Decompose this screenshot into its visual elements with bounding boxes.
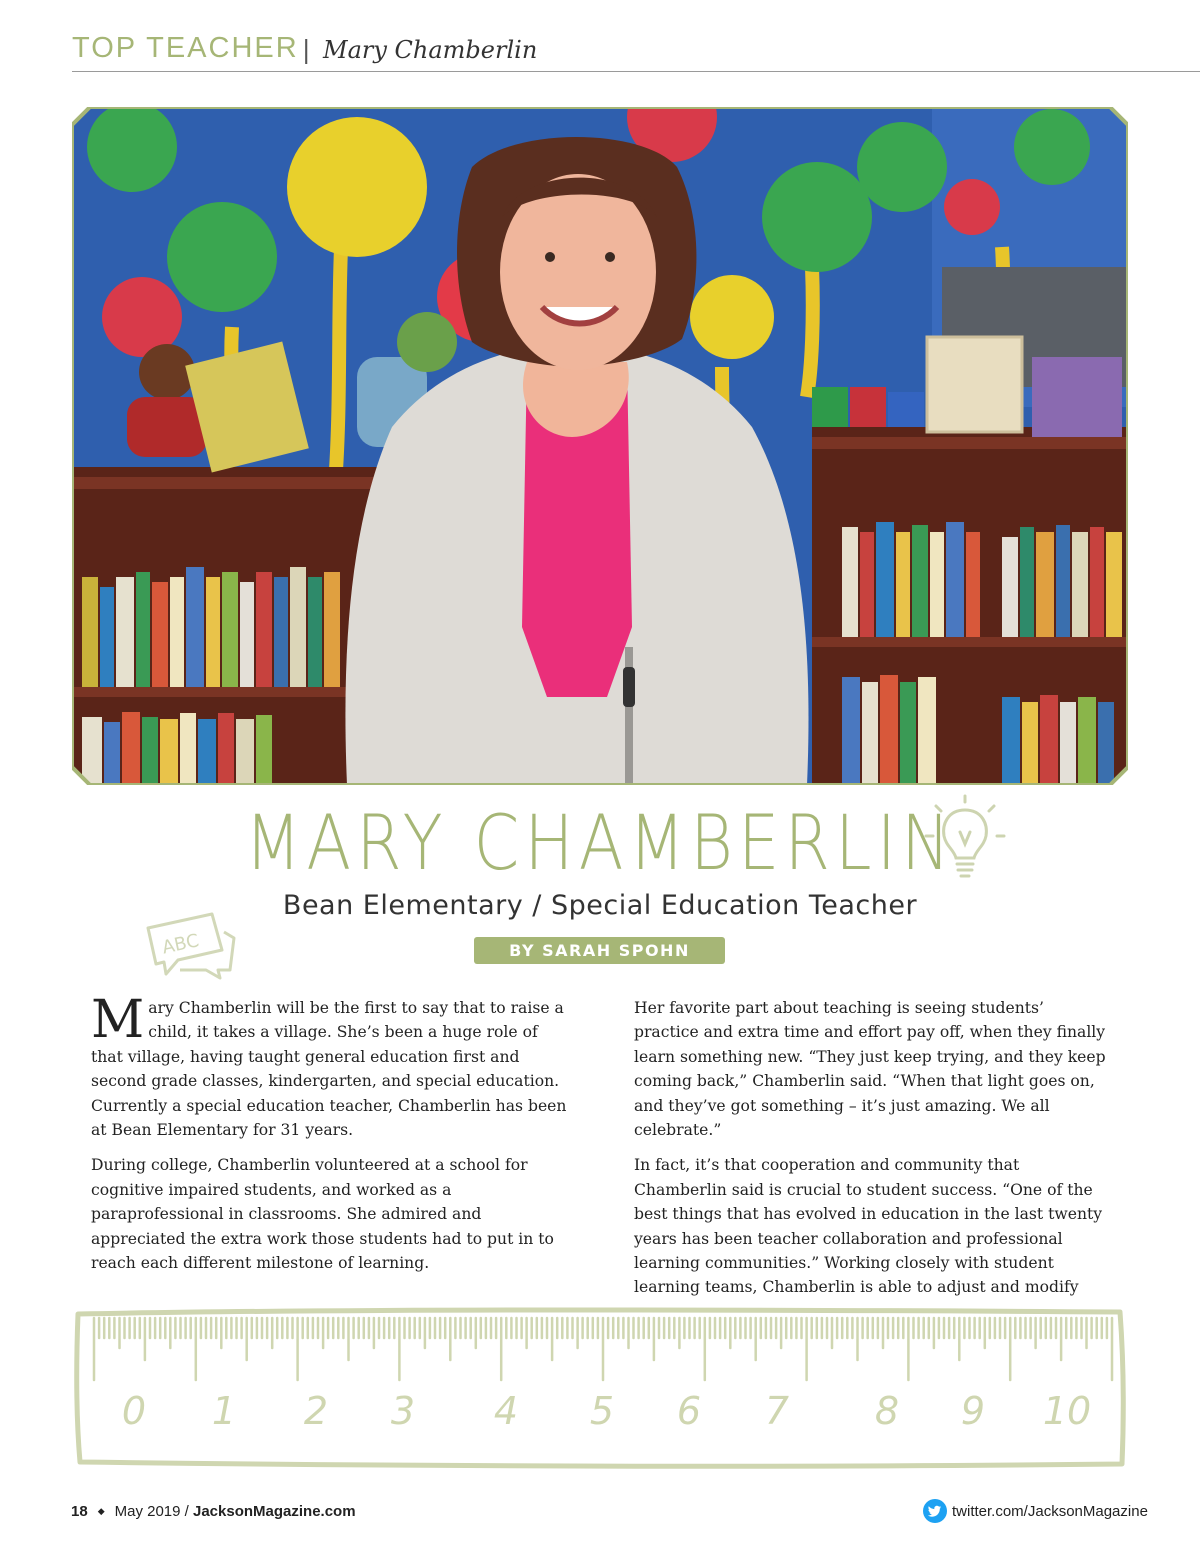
- article-title: MARY CHAMBERLIN: [244, 798, 956, 887]
- ruler-number: 8: [874, 1389, 900, 1433]
- byline-badge: BY SARAH SPOHN: [474, 937, 725, 964]
- ruler-number: 5: [589, 1389, 615, 1433]
- footer-slash: /: [184, 1503, 189, 1520]
- ruler-number: 9: [960, 1389, 986, 1433]
- ruler-number: 4: [493, 1389, 519, 1433]
- header-rule: [72, 71, 1200, 72]
- issue-date: May 2019: [114, 1503, 181, 1520]
- ruler-number: 7: [764, 1389, 790, 1433]
- drop-cap: M: [91, 990, 145, 1050]
- diamond-icon: ◆: [97, 1506, 105, 1516]
- paragraph: In fact, it’s that cooperation and community that Chamberlin said is crucial to student success. “One of the best things that has evolved in education in the last twenty years has been teacher collaboration and professional learning communities.” Working closely with student learning teams, Chamberlin is able to adjust and modify: [634, 1156, 1103, 1297]
- abc-label: ABC: [160, 930, 201, 959]
- paragraph: During college, Chamberlin volunteered at a school for cognitive impaired students, and worked as a paraprofessional in classrooms. She admired and appreciated the extra work those students had to put in to reach each different milestone of learning.: [91, 1156, 554, 1273]
- abc-speech-bubble-icon: [140, 908, 240, 980]
- paragraph-text: ary Chamberlin will be the first to say that to raise a child, it takes a village. She’s been a huge role of that village, having taught general education first and second grade classes, kindergarten, and special education. Currently a special education teacher, Chamberlin has been at Bean Elementary for 31 years.: [91, 999, 567, 1140]
- ruler-number: 10: [1042, 1389, 1092, 1433]
- header-separator: |: [302, 35, 311, 64]
- twitter-bird-icon: [923, 1499, 947, 1523]
- ruler-number: 3: [390, 1389, 416, 1433]
- portrait-photo: [72, 107, 1128, 785]
- header-teacher-name: Mary Chamberlin: [323, 36, 538, 64]
- article-subtitle: Bean Elementary / Special Education Teacher: [282, 890, 918, 921]
- ruler-number: 6: [676, 1389, 702, 1433]
- lightbulb-icon: [920, 792, 1010, 887]
- ruler-illustration: [72, 1306, 1128, 1470]
- footer-page-info: [71, 1503, 356, 1520]
- article-column-right: [634, 996, 1110, 1311]
- article-column-left: [91, 990, 567, 1286]
- website-link[interactable]: JacksonMagazine.com: [193, 1503, 356, 1520]
- page-header: [72, 30, 1200, 72]
- page-number: 18: [71, 1503, 88, 1520]
- ruler-number: 1: [211, 1389, 237, 1433]
- twitter-link[interactable]: twitter.com/JacksonMagazine: [952, 1503, 1148, 1520]
- ruler-number: 0: [121, 1389, 147, 1433]
- ruler-number: 2: [303, 1389, 329, 1433]
- paragraph: Her favorite part about teaching is seeing students’ practice and extra time and effort pay off, when they finally learn something new. “They just keep trying, and they keep coming back,” Chamberlin said. “When that light goes on, and they’ve got something – it’s just amazing. We all celebrate.”: [634, 999, 1106, 1140]
- paragraph: [91, 990, 567, 1142]
- section-label: TOP TEACHER: [72, 32, 299, 64]
